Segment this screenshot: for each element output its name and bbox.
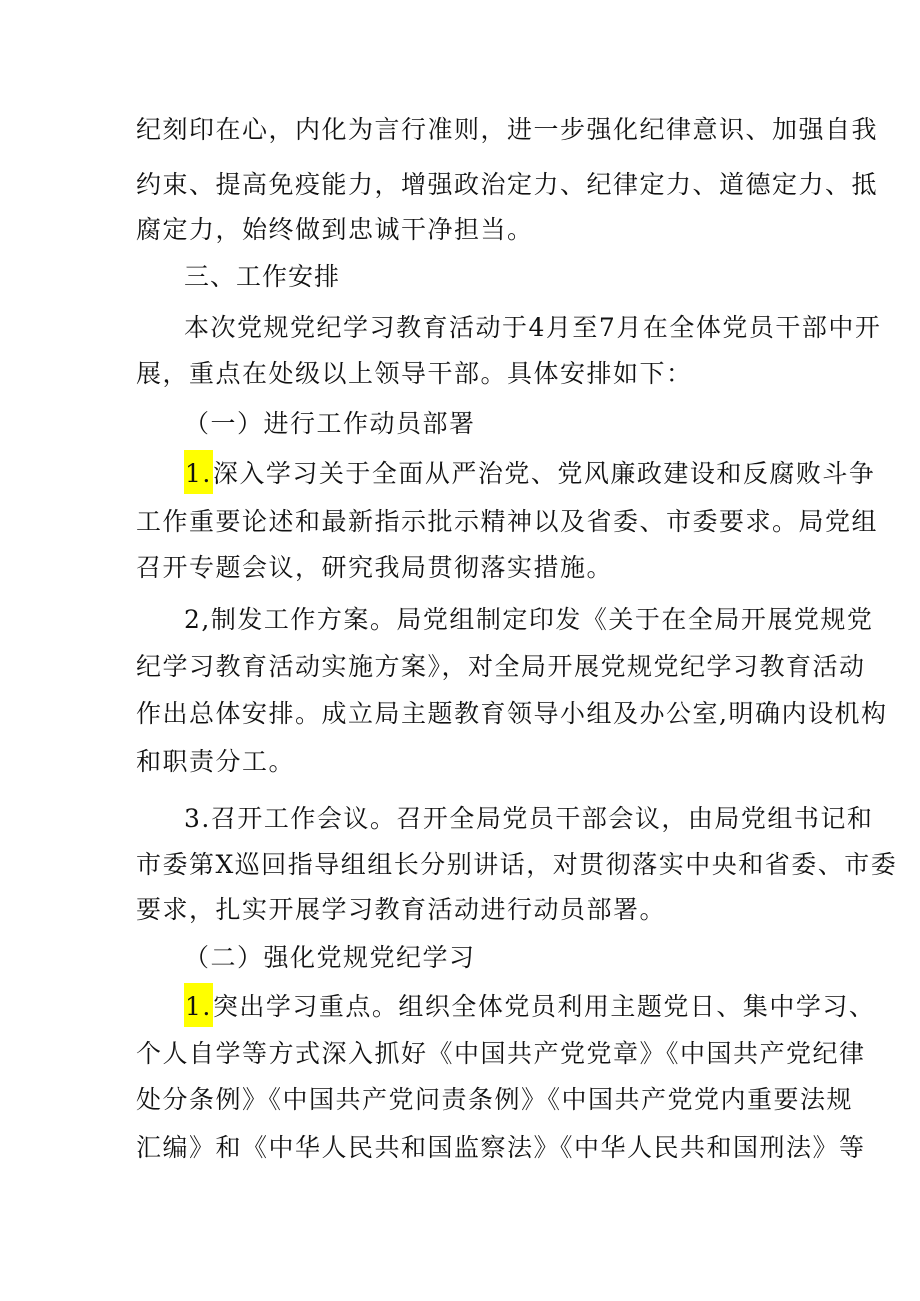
- highlighted-number: 1.: [184, 983, 213, 1027]
- paragraph-line: 市委第X巡回指导组组长分别讲话，对贯彻落实中央和省委、市委: [136, 850, 898, 879]
- paragraph-line: 要求，扎实开展学习教育活动进行动员部署。: [136, 895, 667, 924]
- paragraph-line: 展，重点在处级以上领导干部。具体安排如下：: [136, 359, 693, 388]
- section-heading: 三、工作安排: [184, 262, 341, 291]
- paragraph-line: 处分条例》《中国共产党问责条例》《中国共产党党内重要法规: [136, 1085, 854, 1114]
- list-item-first-line: 2,制发工作方案。局党组制定印发《关于在全局开展党规党: [184, 605, 874, 634]
- paragraph-line: 个人自学等方式深入抓好《中国共产党党章》《中国共产党纪律: [136, 1039, 866, 1068]
- paragraph-line: 汇编》和《中华人民共和国监察法》《中华人民共和国刑法》等: [136, 1133, 866, 1162]
- list-item-text: 突出学习重点。组织全体党员利用主题党日、集中学习、: [212, 992, 876, 1021]
- list-item-first-line: 3.召开工作会议。召开全局党员干部会议，由局党组书记和: [184, 804, 874, 833]
- list-item-text: 深入学习关于全面从严治党、党风廉政建设和反腐败斗争: [212, 459, 876, 488]
- list-item-first-line: [184, 983, 876, 1027]
- paragraph-line: 腐定力，始终做到忠诚干净担当。: [136, 215, 534, 244]
- paragraph-line: 作出总体安排。成立局主题教育领导小组及办公室,明确内设机构: [136, 699, 888, 728]
- subsection-heading: （二）强化党规党纪学习: [184, 943, 476, 972]
- paragraph-line: 召开专题会议，研究我局贯彻落实措施。: [136, 553, 614, 582]
- highlighted-number: 1.: [184, 450, 213, 494]
- paragraph-line: 本次党规党纪学习教育活动于4月至7月在全体党员干部中开: [184, 313, 882, 342]
- list-item-first-line: [184, 450, 876, 494]
- paragraph-line: 约束、提高免疫能力，增强政治定力、纪律定力、道德定力、抵: [136, 170, 879, 199]
- paragraph-line: 和职责分工。: [136, 747, 296, 776]
- paragraph-line: 纪刻印在心，内化为言行准则，进一步强化纪律意识、加强自我: [136, 115, 879, 144]
- subsection-heading: （一）进行工作动员部署: [184, 409, 476, 438]
- paragraph-line: 纪学习教育活动实施方案》，对全局开展党规党纪学习教育活动: [136, 652, 866, 681]
- paragraph-line: 工作重要论述和最新指示批示精神以及省委、市委要求。局党组: [136, 507, 879, 536]
